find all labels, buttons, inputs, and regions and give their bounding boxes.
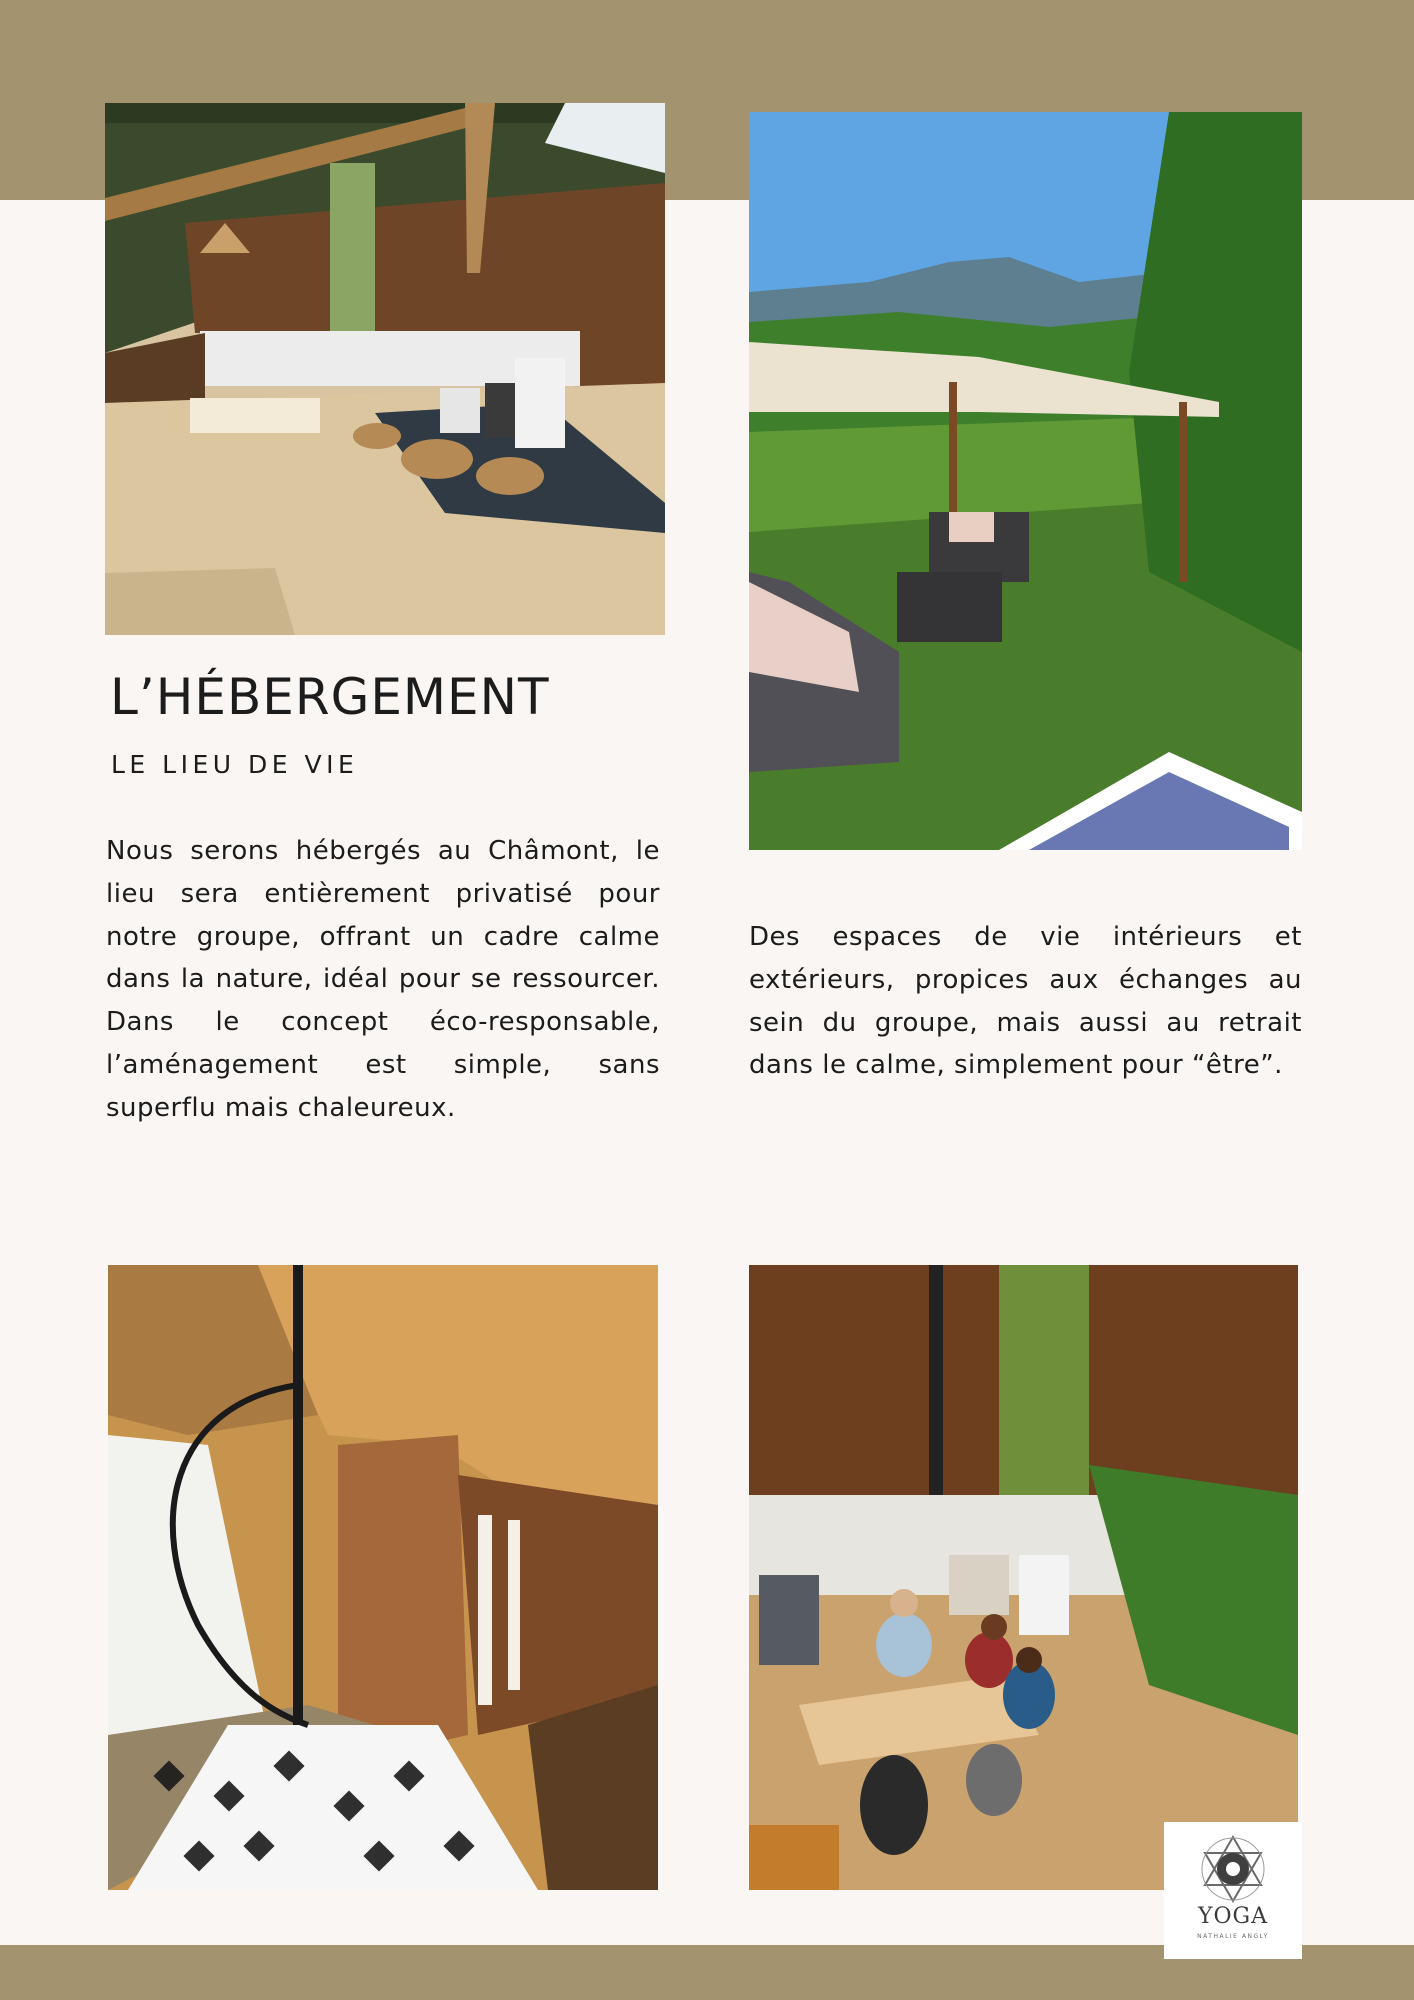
photo-barn-interior — [105, 103, 665, 635]
logo-wordmark: YOGA — [1197, 1904, 1269, 1929]
photo-terrace-view — [749, 112, 1302, 850]
photo-spiral-staircase — [108, 1265, 658, 1890]
logo-tagline: NATHALIE ANGLY — [1197, 1933, 1269, 1940]
photo-group-dining — [749, 1265, 1298, 1890]
paragraph-living-spaces: Des espaces de vie intérieurs et extérieurs, propices aux échanges au sein du groupe, mais aussi au retrait dans le calme, simplement pour “être”. — [749, 922, 1302, 1081]
page-title: L’HÉBERGEMENT — [110, 668, 550, 726]
page-subtitle: LE LIEU DE VIE — [111, 750, 359, 779]
paragraph-accommodation: Nous serons hébergés au Châmont, le lieu sera entièrement privatisé pour notre groupe, offrant un cadre calme dans la nature, idéal pour se ressourcer. Dans le concept éco-responsable, l’aménagement est simple, sans superflu mais chaleureux. — [106, 836, 660, 1123]
flower-of-life-icon — [1197, 1833, 1269, 1905]
yoga-logo — [1164, 1822, 1302, 1959]
